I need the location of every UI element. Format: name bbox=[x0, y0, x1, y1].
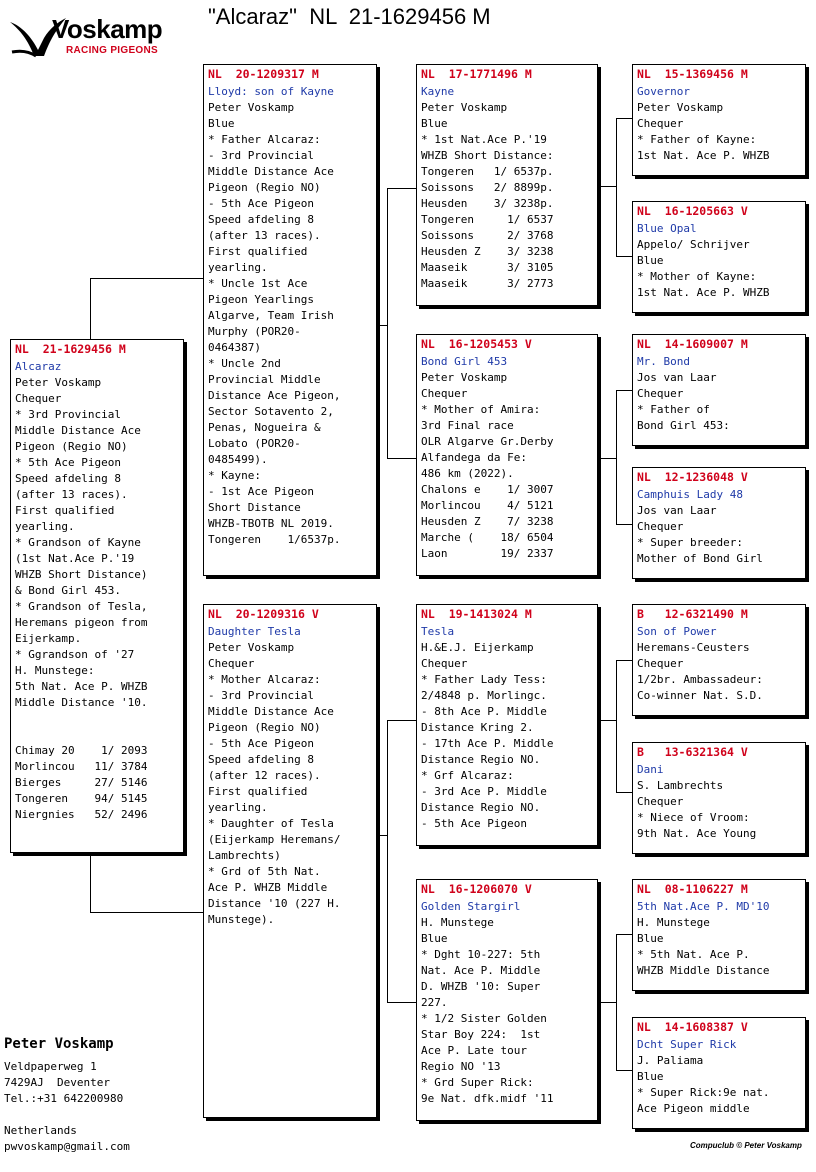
info-line: Middle Distance Ace bbox=[208, 165, 334, 178]
connector bbox=[598, 720, 616, 721]
info-line: 9th Nat. Ace Young bbox=[637, 827, 757, 840]
info-line: * Father Alcaraz: bbox=[208, 133, 321, 146]
pigeon-name: Blue Opal bbox=[637, 222, 697, 235]
info-line: * Father of bbox=[637, 403, 710, 416]
info-line: Middle Distance Ace bbox=[208, 705, 334, 718]
info-line: Regio NO '13 bbox=[421, 1060, 501, 1073]
info-line: Nat. Ace P. Middle bbox=[421, 964, 541, 977]
info-line: Soissons 2/ 3768 bbox=[421, 229, 554, 242]
info-line: * Grd Super Rick: bbox=[421, 1076, 534, 1089]
info-line: - 17th Ace P. Middle bbox=[421, 737, 554, 750]
info-line: * 1/2 Sister Golden bbox=[421, 1012, 547, 1025]
pigeon-name: Bond Girl 453 bbox=[421, 355, 508, 368]
info-line: Laon 19/ 2337 bbox=[421, 547, 554, 560]
connector bbox=[387, 720, 417, 721]
info-line: yearling. bbox=[208, 801, 268, 814]
ring-number: NL 20-1209317 M bbox=[208, 67, 319, 81]
info-line: Blue bbox=[421, 117, 448, 130]
info-line: Jos van Laar bbox=[637, 371, 717, 384]
info-line: * Super breeder: bbox=[637, 536, 743, 549]
info-line: OLR Algarve Gr.Derby bbox=[421, 435, 554, 448]
info-line: Heusden 3/ 3238p. bbox=[421, 197, 554, 210]
info-line bbox=[15, 711, 179, 727]
pigeon-name: Golden Stargirl bbox=[421, 900, 521, 913]
info-line: Tongeren 1/ 6537 bbox=[421, 213, 554, 226]
great-grandparent-card bbox=[632, 879, 806, 991]
connector bbox=[616, 660, 632, 661]
connector bbox=[616, 118, 617, 256]
owner-phone: Tel.:+31 642200980 bbox=[4, 1092, 124, 1105]
info-line: WHZB-TBOTB NL 2019. bbox=[208, 517, 334, 530]
pigeon-name: Dani bbox=[637, 763, 664, 776]
ring-number: B 12-6321490 M bbox=[637, 607, 748, 621]
info-line: S. Lambrechts bbox=[637, 779, 724, 792]
info-line: Speed afdeling 8 bbox=[15, 472, 121, 485]
info-line: Murphy (POR20- bbox=[208, 325, 301, 338]
owner-name: Peter Voskamp bbox=[4, 1036, 114, 1052]
info-line: (Eijerkamp Heremans/ bbox=[208, 833, 341, 846]
info-line: Soissons 2/ 8899p. bbox=[421, 181, 554, 194]
owner-country: Netherlands bbox=[4, 1124, 77, 1137]
info-line: (after 13 races). bbox=[208, 229, 321, 242]
grandparent-card bbox=[416, 604, 598, 846]
info-line: Chequer bbox=[15, 392, 62, 405]
info-line: Sector Sotavento 2, bbox=[208, 405, 334, 418]
info-line: Distance '10 (227 H. bbox=[208, 897, 341, 910]
connector bbox=[616, 792, 632, 793]
info-line: Blue bbox=[637, 932, 664, 945]
grandparent-card bbox=[416, 64, 598, 306]
logo-wordmark: Voskamp bbox=[52, 14, 163, 44]
info-line: Lambrechts) bbox=[208, 849, 281, 862]
ring-number: NL 08-1106227 M bbox=[637, 882, 748, 896]
ring-number: NL 15-1369456 M bbox=[637, 67, 748, 81]
great-grandparent-card bbox=[632, 742, 806, 854]
info-line: Chequer bbox=[637, 657, 684, 670]
info-line: Tongeren 94/ 5145 bbox=[15, 792, 148, 805]
pigeon-name: Son of Power bbox=[637, 625, 717, 638]
info-line: D. WHZB '10: Super bbox=[421, 980, 541, 993]
info-line: Morlincou 4/ 5121 bbox=[421, 499, 554, 512]
info-line: 2/4848 p. Morlingc. bbox=[421, 689, 547, 702]
connector bbox=[616, 256, 632, 257]
info-line: Pigeon (Regio NO) bbox=[208, 721, 321, 734]
connector bbox=[90, 856, 91, 912]
info-line: Distance Regio NO. bbox=[421, 801, 541, 814]
info-line: Heremans pigeon from bbox=[15, 616, 148, 629]
info-line: 227. bbox=[421, 996, 448, 1009]
info-line: (1st Nat.Ace P.'19 bbox=[15, 552, 135, 565]
info-line: Chequer bbox=[637, 117, 684, 130]
info-line: Tongeren 1/ 6537p. bbox=[421, 165, 554, 178]
info-line: 486 km (2022). bbox=[421, 467, 514, 480]
info-line: Peter Voskamp bbox=[421, 371, 508, 384]
info-line: Morlincou 11/ 3784 bbox=[15, 760, 148, 773]
info-line: Short Distance bbox=[208, 501, 301, 514]
connector bbox=[377, 835, 387, 836]
connector bbox=[598, 1002, 616, 1003]
info-line: - 3rd Provincial bbox=[208, 689, 314, 702]
connector bbox=[90, 278, 204, 279]
info-line: 0464387) bbox=[208, 341, 261, 354]
info-line: 3rd Final race bbox=[421, 419, 514, 432]
info-line: * Grf Alcaraz: bbox=[421, 769, 514, 782]
info-line: Ace Pigeon middle bbox=[637, 1102, 750, 1115]
pigeon-name: Alcaraz bbox=[15, 360, 62, 373]
info-line: * Grandson of Kayne bbox=[15, 536, 141, 549]
info-line: yearling. bbox=[15, 520, 75, 533]
logo-tagline: RACING PIGEONS bbox=[66, 45, 158, 56]
info-line: First qualified bbox=[15, 504, 115, 517]
info-line: Bierges 27/ 5146 bbox=[15, 776, 148, 789]
info-line: - 3rd Ace P. Middle bbox=[421, 785, 547, 798]
voskamp-logo bbox=[8, 16, 183, 60]
info-line: Jos van Laar bbox=[637, 504, 717, 517]
ring-number: NL 21-1629456 M bbox=[15, 342, 126, 356]
info-line: (after 13 races). bbox=[15, 488, 128, 501]
info-line: Niergnies 52/ 2496 bbox=[15, 808, 148, 821]
info-line: * Father of Kayne: bbox=[637, 133, 757, 146]
info-line: Speed afdeling 8 bbox=[208, 213, 314, 226]
info-line: * Super Rick:9e nat. bbox=[637, 1086, 770, 1099]
great-grandparent-card bbox=[632, 467, 806, 579]
connector bbox=[598, 458, 616, 459]
pigeon-name: Mr. Bond bbox=[637, 355, 690, 368]
info-line: * 5th Ace Pigeon bbox=[15, 456, 121, 469]
info-line: * Daughter of Tesla bbox=[208, 817, 334, 830]
info-line: Distance Ace Pigeon, bbox=[208, 389, 341, 402]
info-line: Bond Girl 453: bbox=[637, 419, 730, 432]
info-line: & Bond Girl 453. bbox=[15, 584, 121, 597]
great-grandparent-card bbox=[632, 1017, 806, 1129]
info-line: 1st Nat. Ace P. WHZB bbox=[637, 286, 770, 299]
info-line: H.&E.J. Eijerkamp bbox=[421, 641, 534, 654]
great-grandparent-card bbox=[632, 64, 806, 176]
info-line: Appelo/ Schrijver bbox=[637, 238, 750, 251]
connector bbox=[387, 1002, 417, 1003]
info-line: Blue bbox=[208, 117, 235, 130]
info-line: Peter Voskamp bbox=[637, 101, 724, 114]
info-line: Star Boy 224: 1st bbox=[421, 1028, 541, 1041]
info-line: Chequer bbox=[208, 657, 255, 670]
info-line: * Ggrandson of '27 bbox=[15, 648, 135, 661]
info-line: - 8th Ace P. Middle bbox=[421, 705, 547, 718]
info-line: * 3rd Provincial bbox=[15, 408, 121, 421]
info-line: * Dght 10-227: 5th bbox=[421, 948, 541, 961]
connector bbox=[616, 524, 632, 525]
info-line: Maaseik 3/ 3105 bbox=[421, 261, 554, 274]
info-line bbox=[15, 727, 179, 743]
info-line: Munstege). bbox=[208, 913, 275, 926]
owner-email[interactable]: pwvoskamp@gmail.com bbox=[4, 1140, 130, 1153]
info-line: Peter Voskamp bbox=[208, 101, 295, 114]
info-line: - 5th Ace Pigeon bbox=[208, 737, 314, 750]
credit-text: Compuclub © Peter Voskamp bbox=[690, 1141, 802, 1150]
info-line: Chequer bbox=[421, 657, 468, 670]
ring-number: NL 20-1209316 V bbox=[208, 607, 319, 621]
info-line: Pigeon Yearlings bbox=[208, 293, 314, 306]
info-line: 0485499). bbox=[208, 453, 268, 466]
ring-number: NL 19-1413024 M bbox=[421, 607, 532, 621]
info-line: Lobato (POR20- bbox=[208, 437, 301, 450]
connector bbox=[616, 660, 617, 792]
ring-number: NL 16-1205453 V bbox=[421, 337, 532, 351]
connector bbox=[387, 188, 388, 458]
great-grandparent-card bbox=[632, 604, 806, 716]
info-line: Speed afdeling 8 bbox=[208, 753, 314, 766]
info-line: First qualified bbox=[208, 785, 308, 798]
info-line: WHZB Middle Distance bbox=[637, 964, 770, 977]
info-line: Chequer bbox=[637, 520, 684, 533]
great-grandparent-card bbox=[632, 201, 806, 313]
info-line: 1st Nat. Ace P. WHZB bbox=[637, 149, 770, 162]
info-line: Peter Voskamp bbox=[208, 641, 295, 654]
grandparent-card bbox=[416, 334, 598, 576]
ring-number: NL 14-1608387 V bbox=[637, 1020, 748, 1034]
info-line: WHZB Short Distance: bbox=[421, 149, 554, 162]
info-line: (after 12 races). bbox=[208, 769, 321, 782]
info-line: Ace P. Late tour bbox=[421, 1044, 527, 1057]
info-line: Ace P. WHZB Middle bbox=[208, 881, 328, 894]
info-line: H. Munstege: bbox=[15, 664, 95, 677]
info-line: Blue bbox=[421, 932, 448, 945]
pigeon-name: Tesla bbox=[421, 625, 455, 638]
pigeon-name: 5th Nat.Ace P. MD'10 bbox=[637, 900, 770, 913]
connector bbox=[616, 934, 632, 935]
info-line: Mother of Bond Girl bbox=[637, 552, 763, 565]
info-line: 1/2br. Ambassadeur: bbox=[637, 673, 763, 686]
ring-number: NL 16-1205663 V bbox=[637, 204, 748, 218]
pigeon-name: Dcht Super Rick bbox=[637, 1038, 737, 1051]
grandparent-card bbox=[416, 879, 598, 1121]
info-line: Algarve, Team Irish bbox=[208, 309, 334, 322]
info-line: Middle Distance Ace bbox=[15, 424, 141, 437]
connector bbox=[616, 118, 632, 119]
info-line: Alfandega da Fe: bbox=[421, 451, 527, 464]
info-line: Chequer bbox=[421, 387, 468, 400]
info-line: * 1st Nat.Ace P.'19 bbox=[421, 133, 547, 146]
info-line: * Father Lady Tess: bbox=[421, 673, 547, 686]
info-line: Chequer bbox=[637, 387, 684, 400]
info-line: Peter Voskamp bbox=[421, 101, 508, 114]
info-line: 9e Nat. dfk.midf '11 bbox=[421, 1092, 554, 1105]
dam-card bbox=[203, 604, 377, 1118]
info-line: Middle Distance '10. bbox=[15, 696, 148, 709]
info-line: WHZB Short Distance) bbox=[15, 568, 148, 581]
pigeon-name: Kayne bbox=[421, 85, 455, 98]
connector bbox=[598, 186, 616, 187]
ring-number: NL 12-1236048 V bbox=[637, 470, 748, 484]
info-line: Provincial Middle bbox=[208, 373, 321, 386]
info-line: - 3rd Provincial bbox=[208, 149, 314, 162]
connector bbox=[387, 720, 388, 1002]
info-line: H. Munstege bbox=[421, 916, 494, 929]
info-line: First qualified bbox=[208, 245, 308, 258]
info-line: Chimay 20 1/ 2093 bbox=[15, 744, 148, 757]
info-line: * Niece of Vroom: bbox=[637, 811, 750, 824]
connector bbox=[387, 188, 417, 189]
info-line: * Kayne: bbox=[208, 469, 261, 482]
pigeon-name: Camphuis Lady 48 bbox=[637, 488, 743, 501]
info-line: yearling. bbox=[208, 261, 268, 274]
connector bbox=[387, 458, 417, 459]
info-line: * Mother of Kayne: bbox=[637, 270, 757, 283]
info-line: Heremans-Ceusters bbox=[637, 641, 750, 654]
info-line: H. Munstege bbox=[637, 916, 710, 929]
info-line: Maaseik 3/ 2773 bbox=[421, 277, 554, 290]
pigeon-name: Governor bbox=[637, 85, 690, 98]
info-line: * Grandson of Tesla, bbox=[15, 600, 148, 613]
connector bbox=[616, 390, 632, 391]
connector bbox=[90, 278, 91, 340]
info-line: - 5th Ace Pigeon bbox=[421, 817, 527, 830]
info-line: J. Paliama bbox=[637, 1054, 704, 1067]
connector bbox=[377, 325, 387, 326]
info-line: 5th Nat. Ace P. WHZB bbox=[15, 680, 148, 693]
info-line: Chequer bbox=[637, 795, 684, 808]
info-line: Distance Regio NO. bbox=[421, 753, 541, 766]
info-line: Blue bbox=[637, 1070, 664, 1083]
info-line: Penas, Nogueira & bbox=[208, 421, 321, 434]
info-line: Eijerkamp. bbox=[15, 632, 82, 645]
owner-city: 7429AJ Deventer bbox=[4, 1076, 110, 1089]
info-line: Heusden Z 7/ 3238 bbox=[421, 515, 554, 528]
pigeon-name: Daughter Tesla bbox=[208, 625, 301, 638]
connector bbox=[616, 390, 617, 524]
great-grandparent-card bbox=[632, 334, 806, 446]
info-line: * Uncle 2nd bbox=[208, 357, 281, 370]
subject-card bbox=[10, 339, 184, 853]
sire-card bbox=[203, 64, 377, 576]
info-line: Tongeren 1/6537p. bbox=[208, 533, 341, 546]
info-line: * 5th Nat. Ace P. bbox=[637, 948, 750, 961]
info-line: * Uncle 1st Ace bbox=[208, 277, 308, 290]
info-line: - 1st Ace Pigeon bbox=[208, 485, 314, 498]
info-line: Chalons e 1/ 3007 bbox=[421, 483, 554, 496]
info-line: Distance Kring 2. bbox=[421, 721, 534, 734]
info-line: Marche ( 18/ 6504 bbox=[421, 531, 554, 544]
info-line: * Mother Alcaraz: bbox=[208, 673, 321, 686]
info-line: Pigeon (Regio NO) bbox=[15, 440, 128, 453]
info-line: Blue bbox=[637, 254, 664, 267]
info-line: * Mother of Amira: bbox=[421, 403, 541, 416]
owner-street: Veldpaperweg 1 bbox=[4, 1060, 97, 1073]
info-line: Co-winner Nat. S.D. bbox=[637, 689, 763, 702]
ring-number: NL 16-1206070 V bbox=[421, 882, 532, 896]
connector bbox=[616, 1070, 632, 1071]
info-line: Heusden Z 3/ 3238 bbox=[421, 245, 554, 258]
page-title: "Alcaraz" NL 21-1629456 M bbox=[208, 4, 491, 29]
ring-number: NL 14-1609007 M bbox=[637, 337, 748, 351]
ring-number: B 13-6321364 V bbox=[637, 745, 748, 759]
info-line: Peter Voskamp bbox=[15, 376, 102, 389]
info-line: * Grd of 5th Nat. bbox=[208, 865, 321, 878]
connector bbox=[90, 912, 204, 913]
info-line: - 5th Ace Pigeon bbox=[208, 197, 314, 210]
pigeon-name: Lloyd: son of Kayne bbox=[208, 85, 334, 98]
connector bbox=[616, 934, 617, 1070]
info-line: Pigeon (Regio NO) bbox=[208, 181, 321, 194]
ring-number: NL 17-1771496 M bbox=[421, 67, 532, 81]
